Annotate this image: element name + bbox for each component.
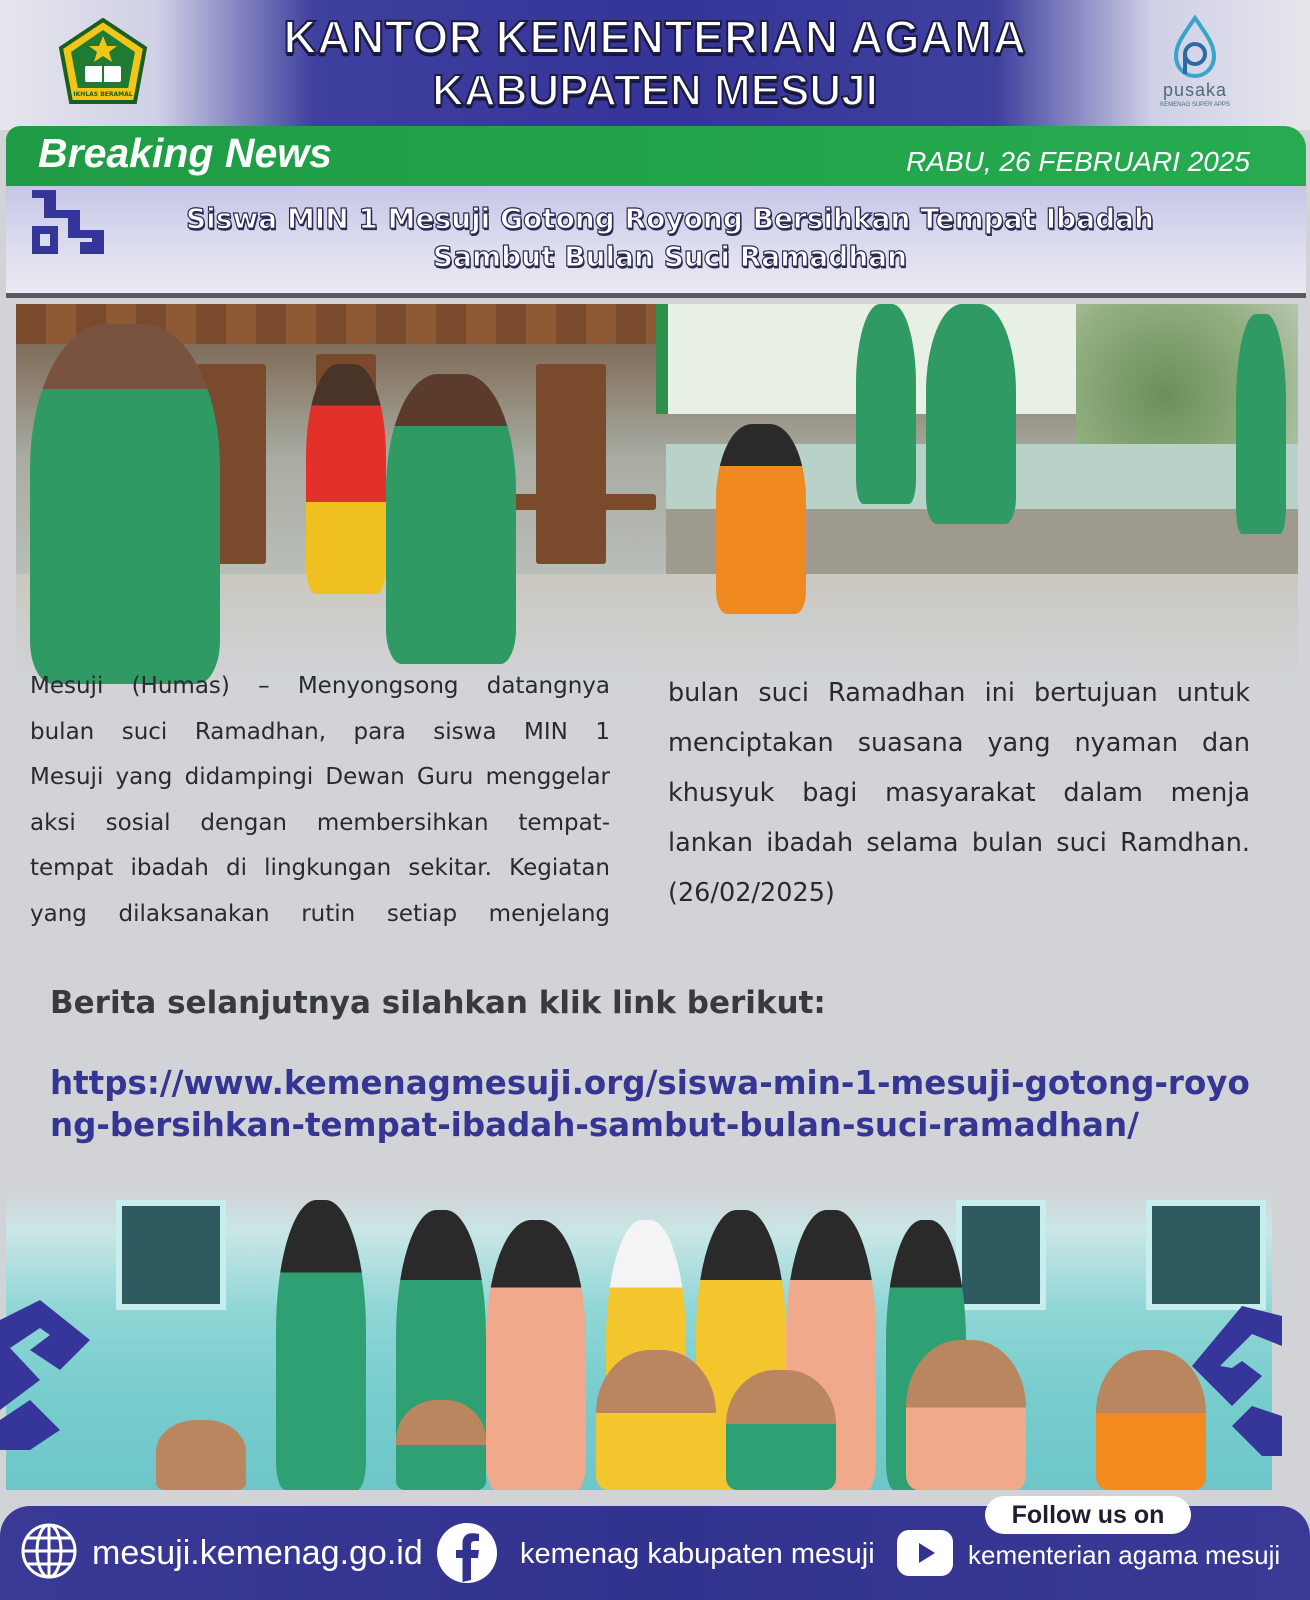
cleaning-photo-top (16, 304, 1298, 684)
facebook-link[interactable]: kemenag kabupaten mesuji (520, 1538, 875, 1570)
cleaning-photo-bottom (6, 1190, 1272, 1490)
regency-title: KABUPATEN MESUJI (432, 66, 878, 115)
office-title: KANTOR KEMENTERIAN AGAMA (283, 11, 1027, 63)
website-link[interactable]: mesuji.kemenag.go.id (92, 1534, 423, 1572)
publish-date: RABU, 26 FEBRUARI 2025 (906, 146, 1250, 177)
article-line: lankan ibadah selama bulan suci Ramdhan. (668, 828, 1250, 858)
article-line: Mesuji yang didampingi Dewan Guru menggelar (30, 764, 610, 790)
article-right-column (668, 668, 1250, 918)
pusaka-name: pusaka (1162, 80, 1228, 100)
article-link[interactable]: https://www.kemenagmesuji.org/siswa-min-1-mesuji-gotong-royong-bersihkan-tempat-ibadah-sambut-bulan-suci-ramadhan/ (50, 1064, 1250, 1144)
pusaka-logo (1150, 14, 1240, 114)
headline-line-1: Siswa MIN 1 Mesuji Gotong Royong Bersihkan Tempat Ibadah (186, 202, 1154, 235)
article-date-line: (26/02/2025) (668, 878, 835, 908)
headline-line-2: Sambut Bulan Suci Ramadhan (432, 240, 908, 273)
globe-icon (20, 1522, 78, 1580)
more-news-label: Berita selanjutnya silahkan klik link berikut: (50, 985, 826, 1021)
article-left-column (30, 664, 610, 937)
article-line: bulan suci Ramadhan ini bertujuan untuk (668, 678, 1250, 708)
emblem-motto: IKHLAS BERAMAL (73, 91, 133, 98)
article-line: yang dilaksanakan rutin setiap menjelang (30, 900, 610, 927)
facebook-icon[interactable] (436, 1522, 498, 1584)
ornament-bottom-right-icon (1192, 1306, 1282, 1456)
article-line: aksi sosial dengan membersihkan tempat- (30, 809, 610, 836)
pusaka-tagline: KEMENAG SUPER APPS (1160, 102, 1230, 108)
headline (120, 200, 1220, 276)
follow-us-label: Follow us on (985, 1496, 1191, 1534)
article-line: khusyuk bagi masyarakat dalam menja (668, 778, 1250, 808)
article-line: tempat ibadah di lingkungan sekitar. Kegiatan (30, 855, 610, 881)
youtube-icon[interactable] (897, 1530, 953, 1576)
header-banner (0, 0, 1310, 130)
article-line: menciptakan suasana yang nyaman dan (668, 728, 1250, 758)
breaking-news-label: Breaking News (38, 130, 332, 176)
pusaka-logo-icon (1150, 14, 1240, 80)
ornament-bottom-left-icon (0, 1300, 100, 1450)
ornament-left-icon (28, 186, 108, 258)
article-line: bulan suci Ramadhan, para siswa MIN 1 (30, 718, 610, 745)
youtube-link[interactable]: kementerian agama mesuji (968, 1540, 1281, 1570)
article-line: Mesuji (Humas) – Menyongsong datangnya (30, 673, 610, 699)
